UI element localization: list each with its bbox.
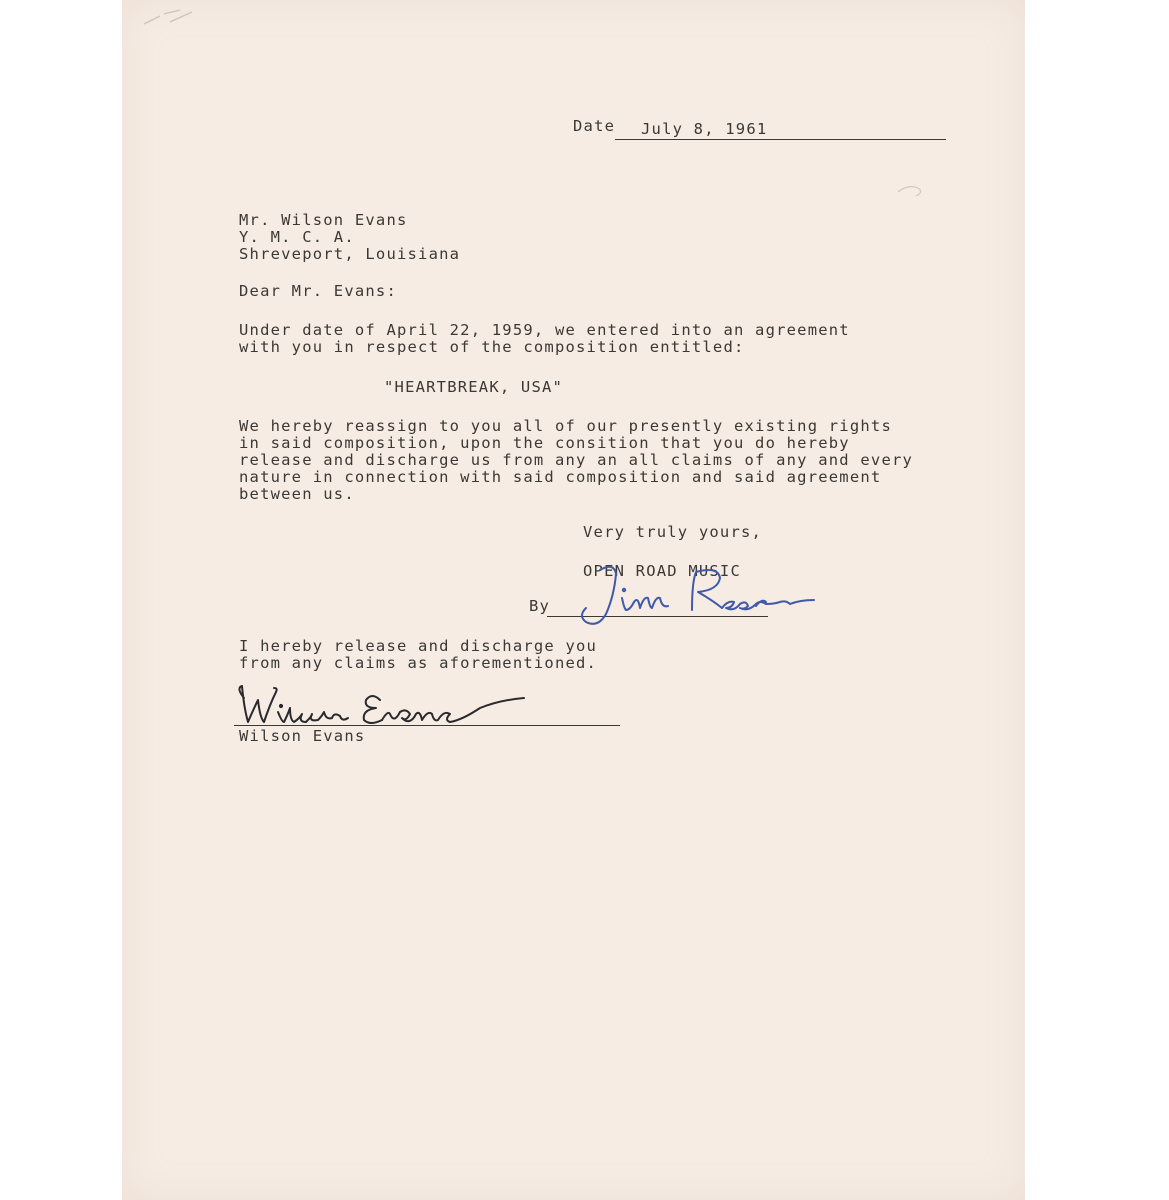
date-label: Date	[573, 117, 616, 135]
paragraph-line: release and discharge us from any an all claims of any and every	[239, 451, 914, 469]
date-underline	[615, 139, 946, 140]
signer-name: Wilson Evans	[239, 727, 366, 745]
company-signature	[552, 556, 822, 636]
addressee-city: Shreveport, Louisiana	[239, 245, 461, 263]
paragraph-line: We hereby reassign to you all of our presently existing rights	[239, 417, 892, 435]
paragraph-line: in said composition, upon the consition that you do hereby	[239, 434, 850, 452]
date-value: July 8, 1961	[641, 120, 768, 138]
letter-paper	[122, 0, 1025, 1200]
company-name: OPEN ROAD MUSIC	[583, 562, 741, 580]
paragraph-line: with you in respect of the composition entitled:	[239, 338, 745, 356]
pencil-mark	[140, 2, 200, 32]
addressee-name: Mr. Wilson Evans	[239, 211, 408, 229]
salutation: Dear Mr. Evans:	[239, 282, 397, 300]
composition-title: "HEARTBREAK, USA"	[384, 378, 564, 396]
release-line: I hereby release and discharge you	[239, 637, 598, 655]
addressee-org: Y. M. C. A.	[239, 228, 355, 246]
paragraph-line: nature in connection with said composition and said agreement	[239, 468, 882, 486]
by-label: By	[529, 597, 551, 615]
paragraph-line: between us.	[239, 485, 355, 503]
closing: Very truly yours,	[583, 523, 763, 541]
paragraph-line: Under date of April 22, 1959, we entered into an agreement	[239, 321, 850, 339]
signer-signature-line	[234, 725, 620, 726]
pencil-mark	[894, 180, 934, 202]
release-line: from any claims as aforementioned.	[239, 654, 598, 672]
